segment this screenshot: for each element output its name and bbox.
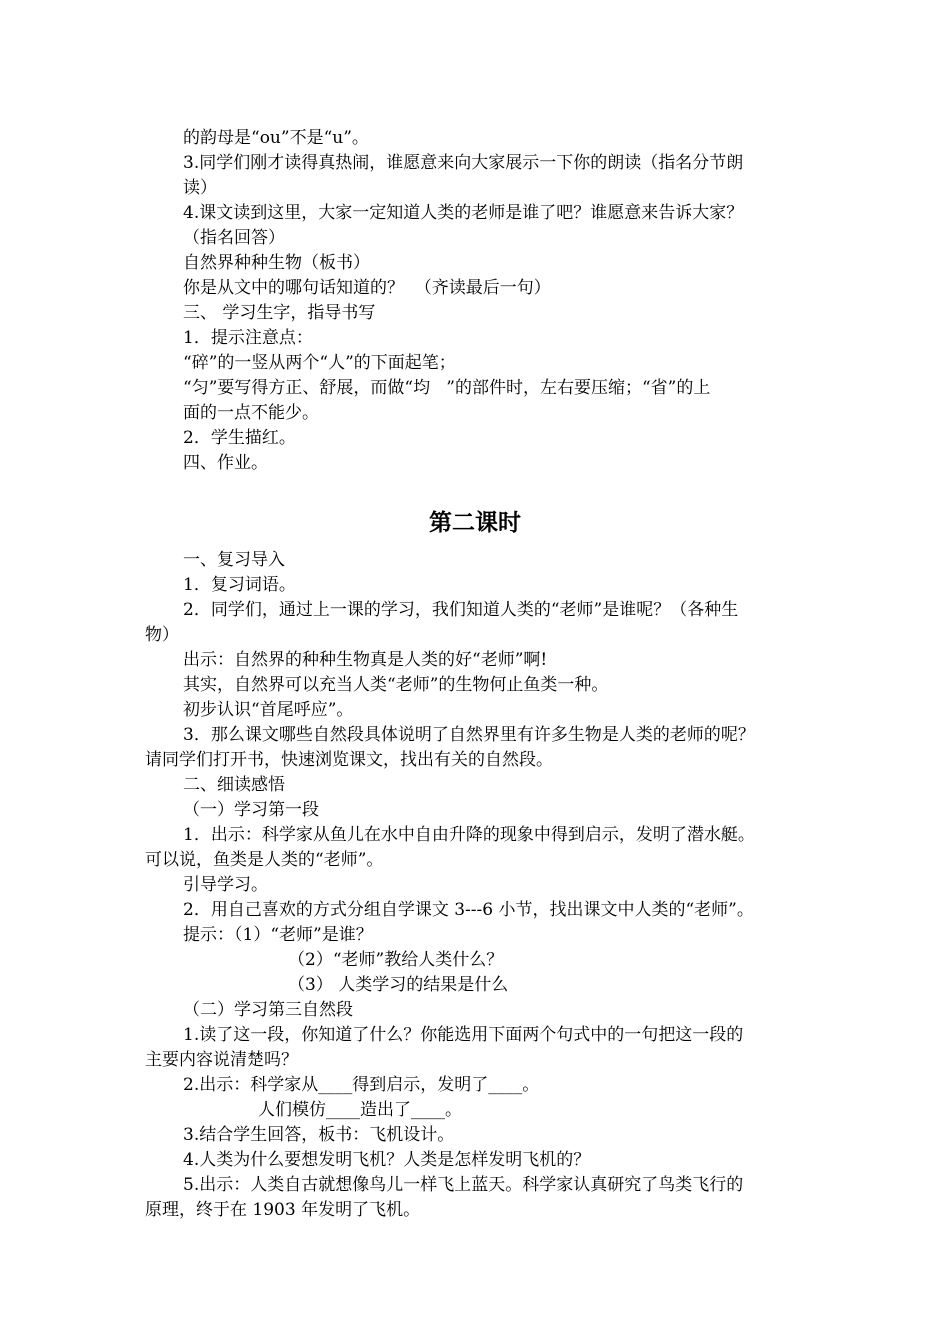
text-line: 提示：（1）“老师”是谁？ [183,925,373,945]
text-line: 读） [183,178,217,198]
text-line: “匀”要写得方正、舒展，而做“均 ”的部件时，左右要压缩；“省”的上 [183,378,711,398]
text-line: 请同学们打开书，快速浏览课文，找出有关的自然段。 [145,750,553,770]
text-line: 你是从文中的哪句话知道的？ （齐读最后一句） [183,278,551,298]
text-line: 引导学习。 [183,875,268,895]
text-line: “碎”的一竖从两个“人”的下面起笔； [183,353,456,373]
text-line: 二、细读感悟 [183,775,285,795]
text-line: 2．同学们，通过上一课的学习，我们知道人类的“老师”是谁呢？（各种生 [183,600,739,620]
text-line: 三、 学习生字，指导书写 [183,303,376,323]
text-line: 1．提示注意点： [183,328,313,348]
text-line: 4.人类为什么要想发明飞机？人类是怎样发明飞机的？ [183,1150,591,1170]
text-line: 3.同学们刚才读得真热闹，谁愿意来向大家展示一下你的朗读（指名分节朗 [183,153,744,173]
text-line: 四、作业。 [183,453,268,473]
text-line: 4.课文读到这里，大家一定知道人类的老师是谁了吧？谁愿意来告诉大家？ [183,203,744,223]
text-line: （2）“老师”教给人类什么？ [288,950,504,970]
text-line: 出示：自然界的种种生物真是人类的好“老师”啊! [183,650,548,670]
text-line: 3.结合学生回答，板书：飞机设计。 [183,1125,455,1145]
text-line: 的韵母是“ou”不是“u”。 [183,128,369,148]
text-line: 人们模仿____造出了____。 [258,1100,462,1120]
text-line: 1．复习词语。 [183,575,296,595]
text-line: （二）学习第三自然段 [183,1000,353,1020]
text-line: 5.出示：人类自古就想像鸟儿一样飞上蓝天。科学家认真研究了鸟类飞行的 [183,1175,744,1195]
section-title: 第二课时 [429,510,521,536]
text-line: 2.出示：科学家从____得到启示，发明了____。 [183,1075,540,1095]
text-line: 主要内容说清楚吗？ [145,1050,298,1070]
text-line: 3．那么课文哪些自然段具体说明了自然界里有许多生物是人类的老师的呢？ [183,725,755,745]
text-line: 可以说，鱼类是人类的“老师”。 [145,850,384,870]
text-line: 1．出示：科学家从鱼儿在水中自由升降的现象中得到启示，发明了潜水艇。 [183,825,755,845]
text-line: 物） [145,625,179,645]
text-line: 其实，自然界可以充当人类“老师”的生物何止鱼类一种。 [183,675,609,695]
text-line: （3） 人类学习的结果是什么 [288,975,509,995]
text-line: 2．学生描红。 [183,428,296,448]
text-line: 自然界种种生物（板书） [183,253,370,273]
text-line: （指名回答） [183,228,285,248]
text-line: 原理，终于在 1903 年发明了飞机。 [145,1200,421,1220]
text-line: 2．用自己喜欢的方式分组自学课文 3---6 小节，找出课文中人类的“老师”。 [183,900,754,920]
text-line: 1.读了这一段，你知道了什么？你能选用下面两个句式中的一句把这一段的 [183,1025,744,1045]
text-line: 初步认识“首尾呼应”。 [183,700,354,720]
text-line: （一）学习第一段 [183,800,319,820]
text-line: 一、复习导入 [183,550,285,570]
text-line: 面的一点不能少。 [183,403,319,423]
